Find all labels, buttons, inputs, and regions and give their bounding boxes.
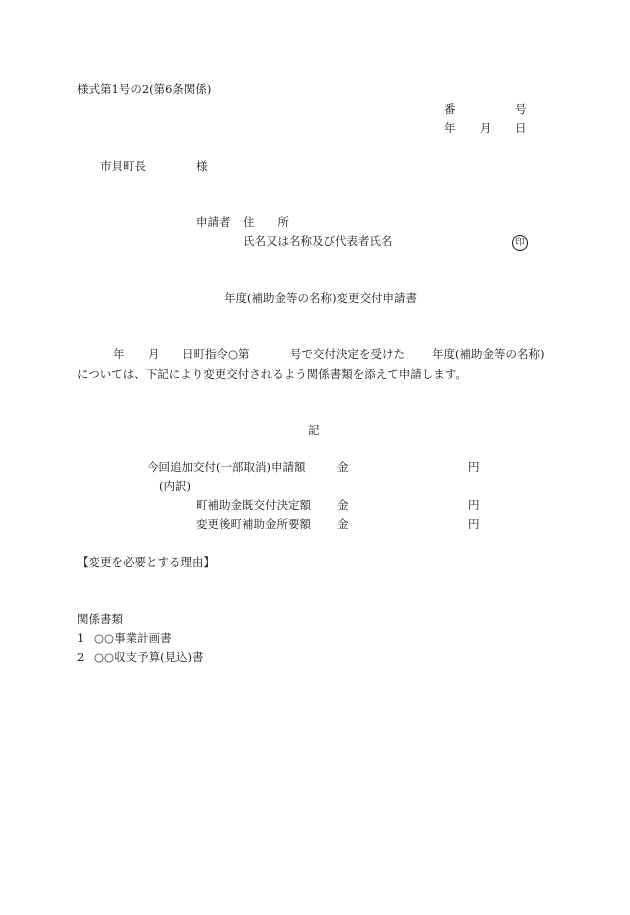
number-label: 番 <box>444 102 456 116</box>
additional-amount-prefix: 金 <box>337 460 349 474</box>
address-label: 住 所 <box>243 215 289 229</box>
date-day: 日 <box>515 121 527 135</box>
document-item-number: 2 <box>77 650 85 664</box>
body-line-2: については、下記により変更交付されるよう関係書類を添えて申請します。 <box>77 367 467 381</box>
document-item-text: ○○収支予算(見込)書 <box>94 650 204 664</box>
date-month: 月 <box>480 121 492 135</box>
applicant-label: 申請者 <box>196 215 231 229</box>
body-day-directive: 日町指令○第 <box>182 347 250 361</box>
form-id: 様式第1号の2(第6条関係) <box>77 82 212 96</box>
documents-heading: 関係書類 <box>77 612 123 626</box>
body-year: 年 <box>113 347 125 361</box>
document-item-number: 1 <box>77 631 85 645</box>
document-title: 年度(補助金等の名称)変更交付申請書 <box>224 291 417 305</box>
after-change-amount-prefix: 金 <box>337 517 349 531</box>
ki-heading: 記 <box>308 423 320 437</box>
decided-amount-unit: 円 <box>468 498 480 512</box>
additional-amount-unit: 円 <box>468 460 480 474</box>
reason-label: 【変更を必要とする理由】 <box>77 555 215 569</box>
decided-amount-prefix: 金 <box>337 498 349 512</box>
after-change-amount-label: 変更後町補助金所要額 <box>196 517 311 531</box>
seal-mark: 印 <box>512 235 528 251</box>
additional-amount-label: 今回追加交付(一部取消)申請額 <box>147 460 306 474</box>
addressee-honorific: 様 <box>196 159 208 173</box>
body-number-text: 号で交付決定を受けた <box>290 347 405 361</box>
after-change-amount-unit: 円 <box>468 517 480 531</box>
breakdown-label: (内訳) <box>159 479 191 493</box>
applicant-name-label: 氏名又は名称及び代表者氏名 <box>243 234 393 248</box>
decided-amount-label: 町補助金既交付決定額 <box>196 498 311 512</box>
body-month: 月 <box>148 347 160 361</box>
number-suffix: 号 <box>515 102 527 116</box>
body-fiscal-year: 年度(補助金等の名称) <box>432 347 545 361</box>
addressee-name: 市貝町長 <box>100 159 146 173</box>
document-item-text: ○○事業計画書 <box>94 631 172 645</box>
date-year: 年 <box>444 121 456 135</box>
